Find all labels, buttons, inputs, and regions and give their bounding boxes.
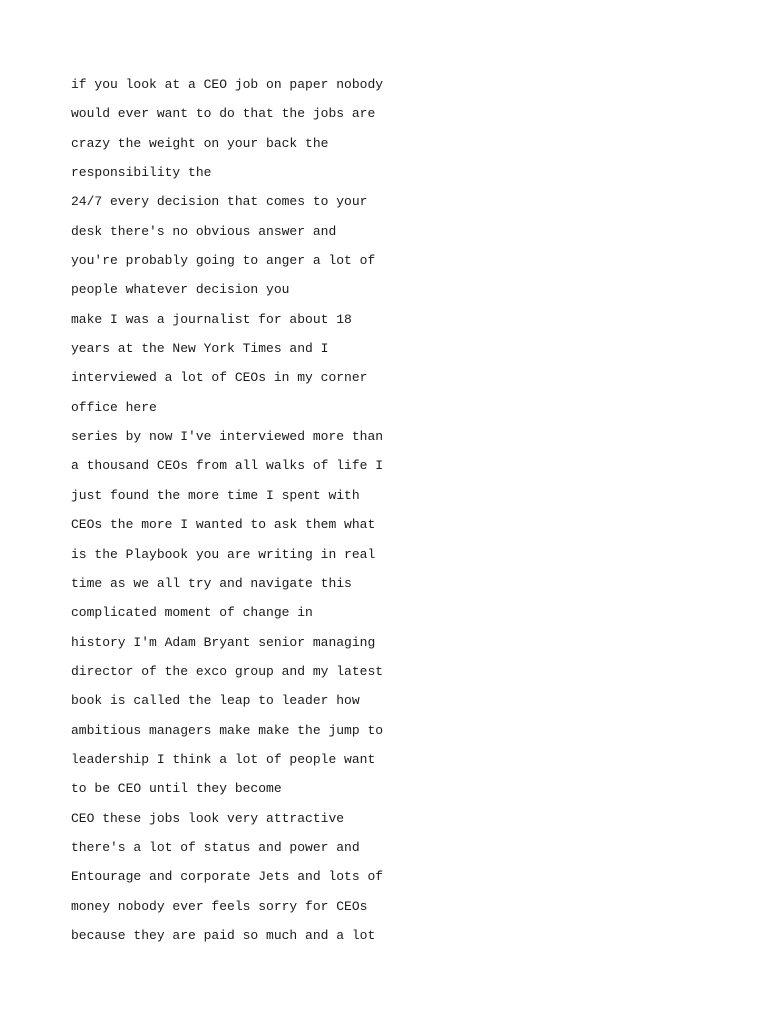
transcript-line: history I'm Adam Bryant senior managing — [71, 634, 376, 650]
transcript-line: series by now I've interviewed more than — [71, 429, 384, 445]
transcript-line: there's a lot of status and power and — [71, 839, 360, 855]
transcript-line: is the Playbook you are writing in real — [71, 546, 376, 562]
transcript-line: to be CEO until they become — [71, 781, 282, 797]
transcript-line: CEO these jobs look very attractive — [71, 810, 345, 826]
transcript-line: crazy the weight on your back the — [71, 135, 329, 151]
transcript-line: money nobody ever feels sorry for CEOs — [71, 898, 368, 914]
transcript-line: time as we all try and navigate this — [71, 575, 352, 591]
transcript-line: office here — [71, 399, 157, 415]
transcript-line: people whatever decision you — [71, 282, 290, 298]
transcript-line: a thousand CEOs from all walks of life I — [71, 458, 384, 474]
transcript-line: responsibility the — [71, 165, 212, 181]
transcript-line: complicated moment of change in — [71, 605, 313, 621]
transcript-text — [71, 70, 711, 950]
transcript-line: make I was a journalist for about 18 — [71, 311, 352, 327]
transcript-line: because they are paid so much and a lot — [71, 927, 376, 943]
transcript-line: you're probably going to anger a lot of — [71, 253, 376, 269]
transcript-line: would ever want to do that the jobs are — [71, 106, 376, 122]
transcript-line: book is called the leap to leader how — [71, 693, 360, 709]
transcript-line: leadership I think a lot of people want — [71, 751, 376, 767]
transcript-line: interviewed a lot of CEOs in my corner — [71, 370, 368, 386]
transcript-line: just found the more time I spent with — [71, 487, 360, 503]
transcript-line: CEOs the more I wanted to ask them what — [71, 517, 376, 533]
transcript-line: ambitious managers make make the jump to — [71, 722, 384, 738]
transcript-line: Entourage and corporate Jets and lots of — [71, 869, 384, 885]
transcript-line: 24/7 every decision that comes to your — [71, 194, 368, 210]
transcript-line: years at the New York Times and I — [71, 341, 329, 357]
transcript-line: director of the exco group and my latest — [71, 663, 384, 679]
transcript-line: desk there's no obvious answer and — [71, 223, 337, 239]
transcript-line: if you look at a CEO job on paper nobody — [71, 77, 384, 92]
